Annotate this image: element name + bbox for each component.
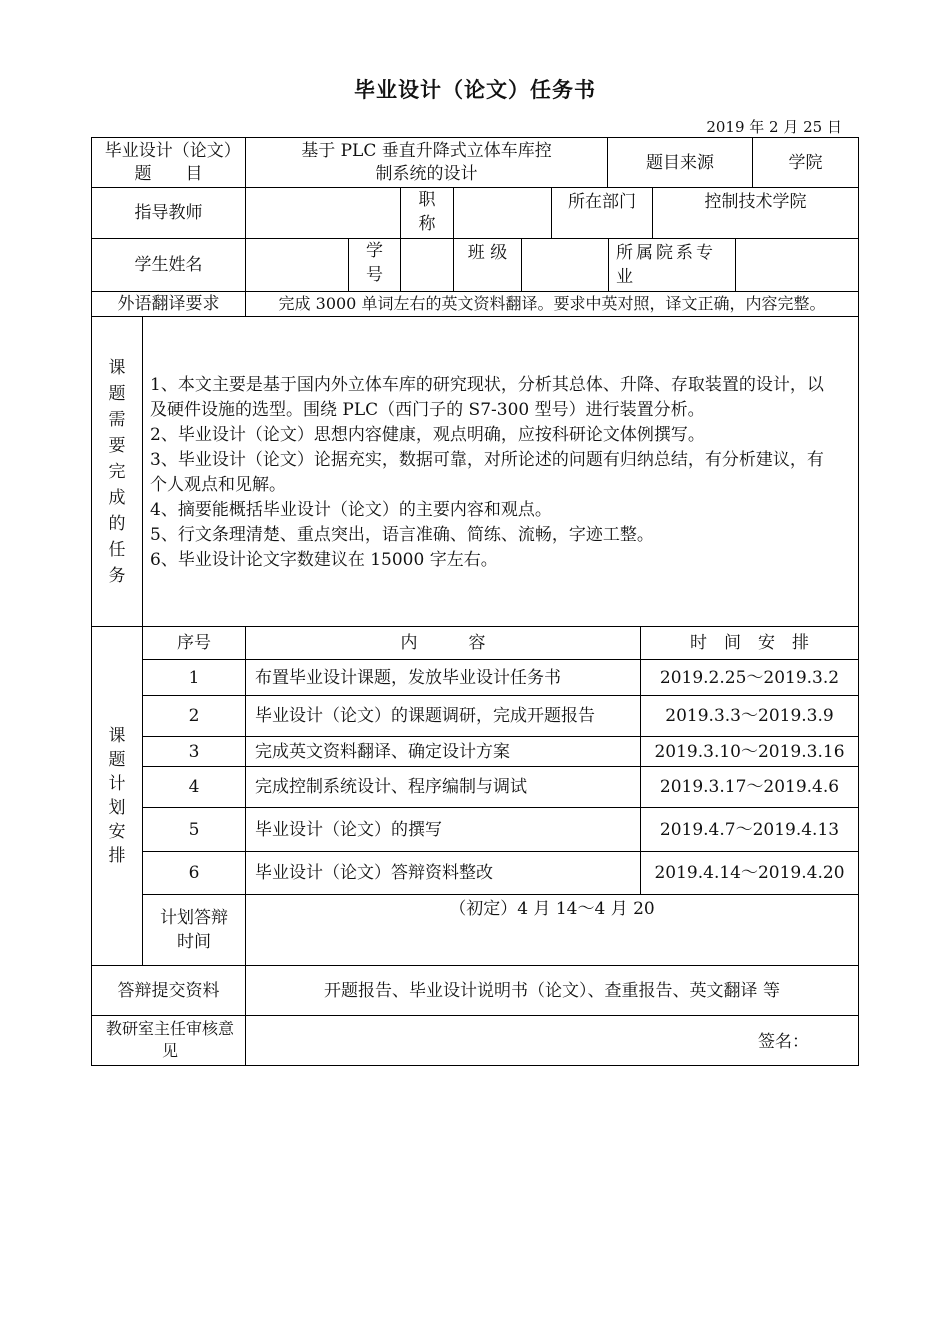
defense-label: 计划答辩时间 (160, 908, 228, 952)
schedule-row-time: 2019.4.7～2019.4.13 (659, 819, 840, 840)
task-item: 5、行文条理清楚、重点突出，语言准确、简练、流畅，字迹工整。 (150, 525, 654, 545)
major-label: 所属院系专业 (616, 243, 716, 287)
schedule-row-time: 2019.3.3～2019.3.9 (665, 706, 834, 726)
translation-value: 完成 3000 单词左右的英文资料翻译。要求中英对照，译文正确，内容完整。 (278, 294, 826, 313)
schedule-row-content: 完成控制系统设计、程序编制与调试 (255, 777, 527, 797)
schedule-row-content: 毕业设计（论文）的课题调研，完成开题报告 (255, 706, 595, 726)
schedule-row-content: 毕业设计（论文）的撰写 (255, 819, 442, 840)
major-value (736, 239, 858, 291)
tasks-list (150, 373, 825, 573)
title-value (454, 188, 551, 238)
schedule-row-content: 毕业设计（论文）答辩资料整改 (255, 863, 493, 883)
schedule-row-content: 布置毕业设计课题，发放毕业设计任务书 (255, 667, 561, 688)
document-date: 2019 年 2 月 25 日 (706, 118, 842, 136)
dept-label: 所在部门 (568, 192, 636, 212)
tasks-label: 课题需要完成的任务 (108, 357, 126, 586)
task-item: 3、毕业设计（论文）论据充实，数据可靠，对所论述的问题有归纳总结，有分析建议，有个人观点和见解。 (150, 450, 824, 495)
student-label: 学生姓名 (134, 255, 203, 275)
student-value (246, 239, 348, 291)
schedule-col-no: 序号 (177, 633, 211, 653)
source-value: 学院 (788, 152, 823, 173)
task-item: 1、本文主要是基于国内外立体车库的研究现状，分析其总体、升降、存取装置的设计，以及硬件设施的选型。围绕 PLC（西门子的 S7-300 型号）进行装置分析。 (150, 375, 824, 420)
materials-value: 开题报告、毕业设计说明书（论文）、查重报告、英文翻译 等 (324, 980, 780, 1001)
materials-label: 答辩提交资料 (117, 980, 220, 1001)
schedule-row-time: 2019.4.14～2019.4.20 (654, 863, 845, 883)
task-item: 4、摘要能概括毕业设计（论文）的主要内容和观点。 (150, 500, 552, 520)
schedule-row-no: 4 (188, 777, 200, 797)
schedule-row-content: 完成英文资料翻译、确定设计方案 (255, 741, 510, 762)
advisor-label: 指导教师 (134, 203, 203, 223)
document-title: 毕业设计（论文）任务书 (354, 78, 596, 102)
schedule-row-no: 2 (188, 706, 200, 726)
schedule-row-no: 1 (188, 667, 200, 688)
student-id-value (401, 239, 453, 291)
class-label: 班 级 (467, 243, 508, 263)
task-item: 6、毕业设计论文字数建议在 15000 字左右。 (150, 550, 498, 570)
review-label: 教研室主任审核意见 (105, 1019, 234, 1060)
schedule-col-time: 时 间 安 排 (690, 633, 809, 653)
dept-value: 控制技术学院 (704, 192, 807, 212)
schedule-row-time: 2019.3.17～2019.4.6 (659, 777, 840, 797)
topic-label: 毕业设计（论文）题 目 (104, 140, 233, 184)
title-label: 职称 (418, 190, 436, 234)
schedule-row-time: 2019.2.25～2019.3.2 (659, 667, 840, 688)
class-value (522, 239, 608, 291)
advisor-value (246, 188, 400, 238)
topic-value: 基于 PLC 垂直升降式立体车库控制系统的设计 (301, 140, 552, 184)
source-label: 题目来源 (646, 152, 714, 173)
defense-value: （初定）4 月 14～4 月 20 (449, 899, 655, 919)
signature-label: 签名： (758, 1032, 809, 1052)
schedule-row-no: 5 (188, 819, 200, 840)
schedule-label: 课题计划安排 (108, 726, 126, 866)
schedule-row-no: 6 (188, 863, 200, 883)
schedule-row-no: 3 (188, 741, 200, 762)
task-item: 2、毕业设计（论文）思想内容健康，观点明确，应按科研论文体例撰写。 (150, 425, 705, 445)
student-id-label: 学号 (365, 241, 383, 285)
translation-label: 外语翻译要求 (117, 294, 220, 314)
schedule-col-content: 内 容 (400, 633, 486, 653)
schedule-row-time: 2019.3.10～2019.3.16 (654, 741, 845, 762)
